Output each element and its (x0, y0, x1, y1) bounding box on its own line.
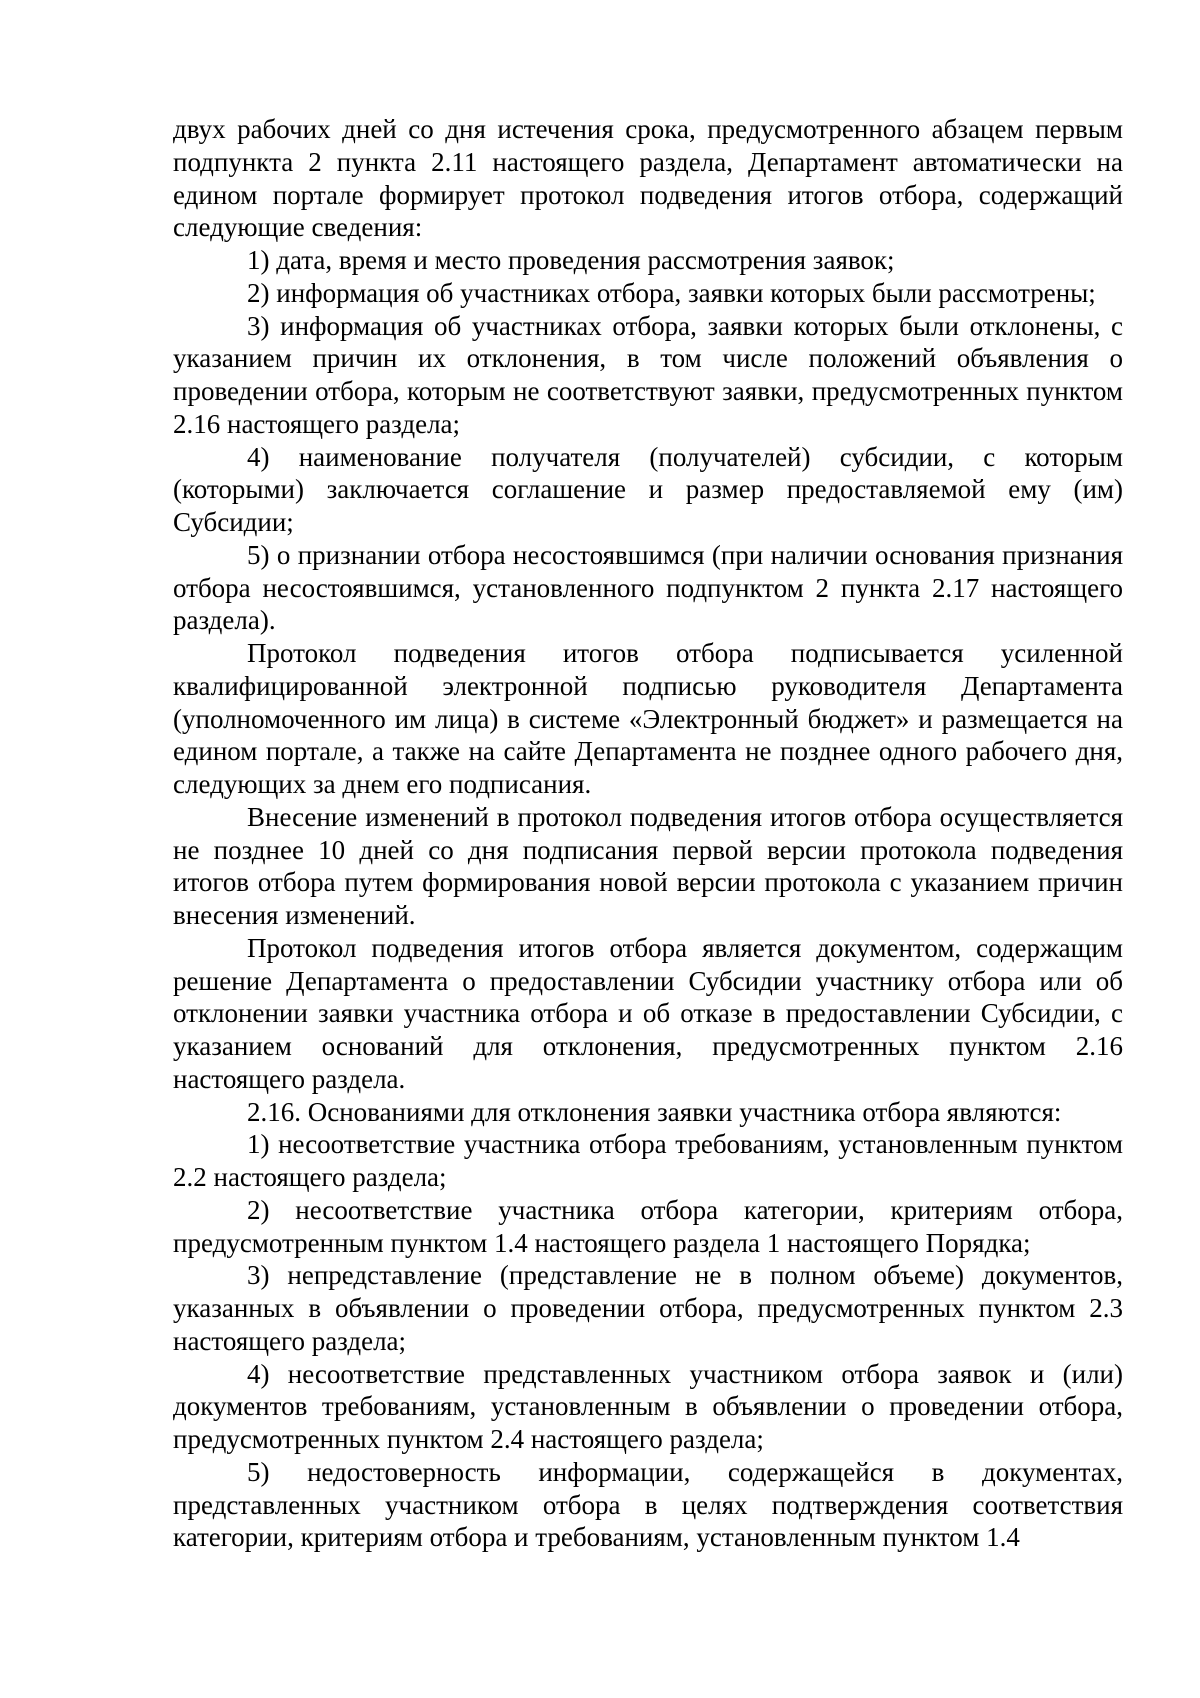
protocol-decision-paragraph: Протокол подведения итогов отбора является документом, содержащим решение Департамента о предоставлении Субсидии участнику отбора или об отклонении заявки участника отбора и об отказе в предоставлении Субсидии, с указанием оснований для отклонения, предусмотренных пунктом 2.16 настоящего раздела. (173, 932, 1123, 1094)
protocol-signing-paragraph: Протокол подведения итогов отбора подписывается усиленной квалифицированной электронной подписью руководителя Департамента (уполномоченного им лица) в системе «Электронный бюджет» и размещается на едином портале, а также на сайте Департамента не позднее одного рабочего дня, следующих за днем его подписания. (173, 638, 1123, 799)
protocol-item-2: 2) информация об участниках отбора, заявки которых были рассмотрены; (247, 277, 1096, 308)
document-page (173, 113, 1123, 1554)
section-2-16-heading: 2.16. Основаниями для отклонения заявки участника отбора являются: (247, 1096, 1062, 1127)
protocol-amendment-paragraph: Внесение изменений в протокол подведения итогов отбора осуществляется не позднее 10 дней со дня подписания первой версии протокола подведения итогов отбора путем формирования новой версии протокола с указанием причин внесения изменений. (173, 801, 1123, 930)
rejection-ground-2: 2) несоответствие участника отбора категории, критериям отбора, предусмотренным пунктом 1.4 настоящего раздела 1 настоящего Порядка; (173, 1194, 1123, 1258)
protocol-item-4: 4) наименование получателя (получателей) субсидии, с которым (которыми) заключается соглашение и размер предоставляемой ему (им) Субсидии; (173, 441, 1123, 537)
protocol-item-3: 3) информация об участниках отбора, заявки которых были отклонены, с указанием причин их отклонения, в том числе положений объявления о проведении отбора, которым не соответствуют заявки, предусмотренных пунктом 2.16 настоящего раздела; (173, 310, 1123, 439)
rejection-ground-3: 3) непредставление (представление не в полном объеме) документов, указанных в объявлении о проведении отбора, предусмотренных пунктом 2.3 настоящего раздела; (173, 1260, 1123, 1356)
rejection-ground-1: 1) несоответствие участника отбора требованиям, установленным пунктом 2.2 настоящего раздела; (173, 1129, 1123, 1192)
protocol-item-5: 5) о признании отбора несостоявшимся (при наличии основания признания отбора несостоявшимся, установленного подпунктом 2 пункта 2.17 настоящего раздела). (173, 539, 1123, 636)
paragraph-continuation: двух рабочих дней со дня истечения срока, предусмотренного абзацем первым подпункта 2 пункта 2.11 настоящего раздела, Департамент автоматически на едином портале формирует протокол подведения итогов отбора, содержащий следующие сведения: (173, 114, 1123, 243)
rejection-ground-5: 5) недостоверность информации, содержащейся в документах, представленных участником отбора в целях подтверждения соответствия категории, критериям отбора и требованиям, установленным пунктом 1.4 (173, 1456, 1123, 1553)
protocol-item-1: 1) дата, время и место проведения рассмотрения заявок; (247, 245, 895, 275)
rejection-ground-4: 4) несоответствие представленных участником отбора заявок и (или) документов требованиям, установленным в объявлении о проведении отбора, предусмотренных пунктом 2.4 настоящего раздела; (173, 1358, 1123, 1454)
